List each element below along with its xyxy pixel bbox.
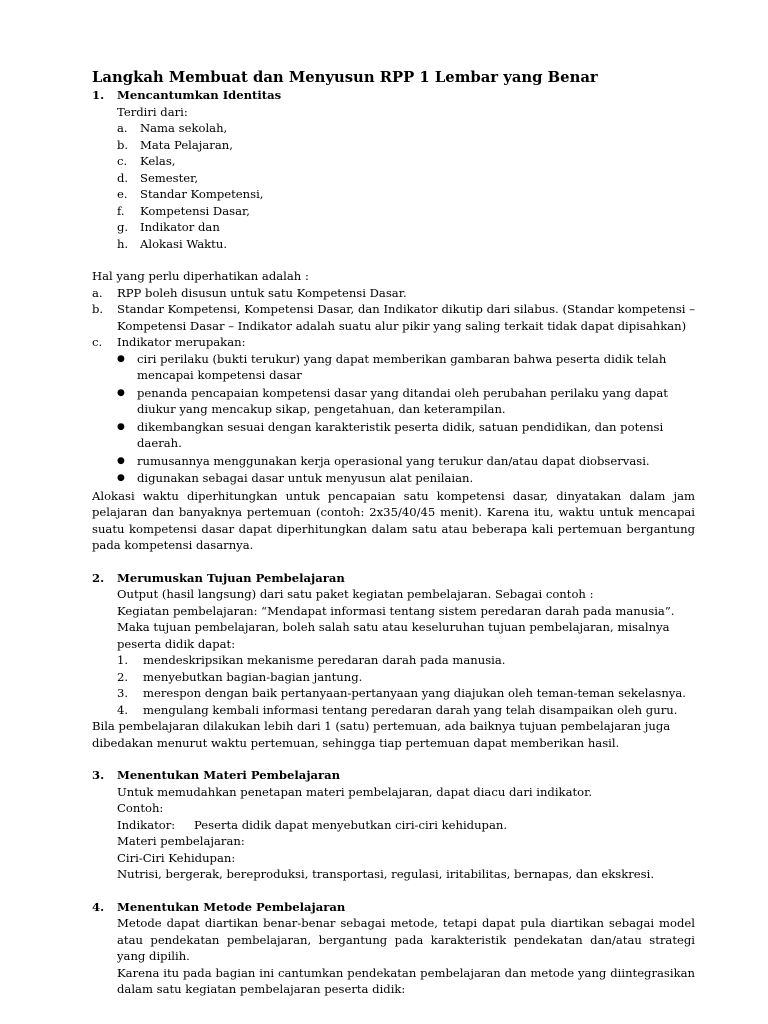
bullet-icon: ● [117,455,125,466]
document-body [92,69,695,998]
note-item: c. Indikator merupakan: [92,335,246,349]
example-label: Contoh: [117,801,164,815]
identity-list [117,120,695,252]
bullet-icon: ● [117,473,125,483]
page-title: Langkah Membuat dan Menyusun RPP 1 Lembar yang Benar [92,69,598,86]
traits-list: Nutrisi, bergerak, bereproduksi, transportasi, regulasi, iritabilitas, bernapas, dan ekskresi. [117,867,655,881]
section-title: Menentukan Metode Pembelajaran [117,899,346,914]
section-4-heading [92,899,695,916]
material-label: Materi pembelajaran: [117,834,245,848]
list-item: 2. menyebutkan bagian-bagian jantung. [117,669,363,684]
section-4-paragraph: Karena itu pada bagian ini cantumkan pendekatan pembelajaran dan metode yang diintegrasikan dalam satu kegiatan pembelajaran peserta didik: [117,965,695,996]
notes-intro: Hal yang perlu diperhatikan adalah : [92,269,309,283]
indicator-value: Peserta didik dapat menyebutkan ciri-ciri kehidupan. [194,817,508,832]
list-item: ● penanda pencapaian kompetensi dasar yang ditandai oleh perubahan perilaku yang dapat diukur yang mencakup sikap, pengetahuan, dan keterampilan. [117,385,668,416]
section-2-heading [92,570,695,587]
section-title: Mencantumkan Identitas [117,88,282,102]
list-item: f. Kompetensi Dasar, [117,203,250,218]
list-item: h. Alokasi Waktu. [117,236,227,251]
list-item: d. Semester, [117,170,199,185]
list-item: 3. merespon dengan baik pertanyaan-pertanyaan yang diajukan oleh teman-teman sekelasnya. [117,686,686,700]
traits-label: Ciri-Ciri Kehidupan: [117,850,236,865]
list-item: ● digunakan sebagai dasar untuk menyusun alat penilaian. [117,471,474,485]
list-item: b. Mata Pelajaran, [117,137,233,152]
bullet-icon: ● [117,353,125,364]
list-item: g. Indikator dan [117,220,220,234]
indicator-row [117,817,695,834]
section-1-closing: Alokasi waktu diperhitungkan untuk pencapaian satu kompetensi dasar, dinyatakan dalam jam pelajaran dan banyaknya pertemuan (contoh: 2x35/40/45 menit). Karena itu, waktu untuk mencapai suatu kompetensi dasar dapat diperhitungkan dalam satu atau beberapa kali pertemuan bergantung pada kompetensi dasarnya. [92,488,695,552]
list-item: 1. mendeskripsikan mekanisme peredaran darah pada manusia. [117,653,506,667]
list-item: ● rumusannya menggunakan kerja operasional yang terukur dan/atau dapat diobservasi. [117,453,650,468]
section-title: Merumuskan Tujuan Pembelajaran [117,570,345,585]
list-item: ● dikembangkan sesuai dengan karakteristik peserta didik, satuan pendidikan, dan potensi daerah. [117,419,664,450]
section-number: 1. [92,88,105,102]
section-number: 4. [92,899,105,914]
indicator-label: Indikator: [117,817,176,832]
section-3-heading [92,767,695,784]
list-item: e. Standar Kompetensi, [117,187,264,201]
list-item: 4. mengulang kembali informasi tentang peredaran darah yang telah disampaikan oleh guru. [117,702,678,717]
note-item: a. RPP boleh disusun untuk satu Kompetensi Dasar. [92,285,407,300]
section-2-closing: Bila pembelajaran dilakukan lebih dari 1 (satu) pertemuan, ada baiknya tujuan pembelajaran juga dibedakan menurut waktu pertemuan, sehingga tiap pertemuan dapat memberikan hasil. [92,719,671,750]
bullet-icon: ● [117,387,125,398]
list-item: c. Kelas, [117,154,176,168]
note-item: b. Standar Kompetensi, Kompetensi Dasar, dan Indikator dikutip dari silabus. (Standar kompetensi – Kompetensi Dasar – Indikator adalah suatu alur pikir yang saling terkait tidak dapat dipisahkan) [92,302,695,333]
section-4-paragraph: Metode dapat diartikan benar-benar sebagai metode, tetapi dapat pula diartikan sebagai model atau pendekatan pembelajaran, bergantung pada karakteristik pendekatan dan/atau strategi yang dipilih. [117,916,695,963]
section-1-intro: Terdiri dari: [117,104,188,119]
indicator-bullets [92,351,695,487]
bullet-icon: ● [117,421,125,432]
section-title: Menentukan Materi Pembelajaran [117,768,341,782]
section-1-heading [92,87,695,104]
list-item: a. Nama sekolah, [117,121,228,135]
section-2-paragraph: Kegiatan pembelajaran: “Mendapat informasi tentang sistem peredaran darah pada manusia”. Maka tujuan pembelajaran, boleh salah satu atau keseluruhan tujuan pembelajaran, misalnya peserta didik dapat: [117,603,675,651]
section-3-paragraph: Untuk memudahkan penetapan materi pembelajaran, dapat diacu dari indikator. [117,784,593,799]
section-number: 3. [92,768,105,782]
list-item: ● ciri perilaku (bukti terukur) yang dapat memberikan gambaran bahwa peserta didik telah mencapai kompetensi dasar [117,351,667,382]
section-number: 2. [92,570,105,585]
section-2-paragraph: Output (hasil langsung) dari satu paket kegiatan pembelajaran. Sebagai contoh : [117,587,594,601]
